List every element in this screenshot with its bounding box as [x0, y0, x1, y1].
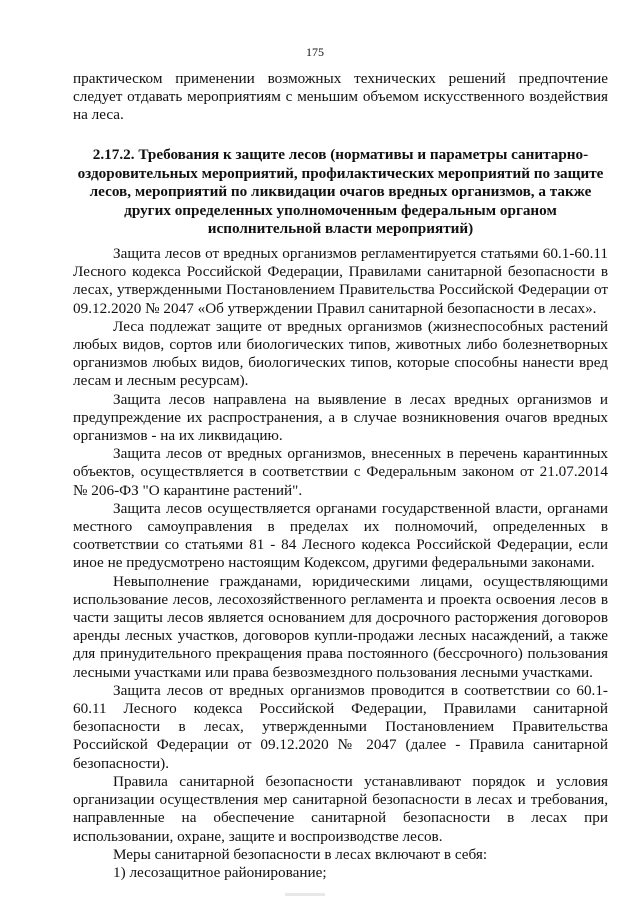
paragraph: Защита лесов от вредных организмов, внесенных в перечень карантинных объектов, осуществляется в соответствии с Федеральным законом от 21.07.2014 № 206-ФЗ "О карантине растений". — [73, 445, 608, 499]
paragraph: Леса подлежат защите от вредных организмов (жизнеспособных растений любых видов, сортов или биологических типов, животных либо болезнетворных организмов любых видов, биологических типов, которые способны нанести вред лесам и лесным ресурсам). — [73, 317, 608, 390]
paragraph: Меры санитарной безопасности в лесах включают в себя: — [113, 845, 488, 863]
intro-text: практическом применении возможных технических решений предпочтение следует отдавать мероприятиям с меньшим объемом искусственного воздействия на леса. — [73, 70, 608, 124]
list-item: 1) лесозащитное районирование; — [113, 863, 327, 881]
body-text — [73, 245, 608, 882]
paragraph: Защита лесов от вредных организмов проводится в соответствии со 60.1-60.11 Лесного кодекса Российской Федерации, Правилами санитарной безопасности в лесах, утвержденными Постановлением Правительства Российской Федерации от 09.12.2020 № 2047 (далее - Правила санитарной безопасности). — [73, 681, 608, 772]
section-heading: 2.17.2. Требования к защите лесов (нормативы и параметры санитарно-оздоровительных мероприятий, профилактических мероприятий по защите лесов, мероприятий по ликвидации очагов вредных организмов, а также других определенных уполномоченным федеральным органом исполнительной власти мероприятий) — [77, 146, 604, 238]
page-number: 175 — [306, 45, 324, 59]
paragraph: Защита лесов осуществляется органами государственной власти, органами местного самоуправления в пределах их полномочий, определенных в соответствии со статьями 81 - 84 Лесного кодекса Российской Федерации, если иное не предусмотрено настоящим Кодексом, другими федеральными законами. — [73, 499, 608, 572]
scan-artifact — [285, 893, 325, 896]
paragraph: Защита лесов от вредных организмов регламентируется статьями 60.1-60.11 Лесного кодекса Российской Федерации, Правилами санитарной безопасности в лесах, утвержденными Постановлением Правительства Российской Федерации от 09.12.2020 № 2047 «Об утверждении Правил санитарной безопасности в лесах». — [73, 245, 608, 317]
paragraph: Невыполнение гражданами, юридическими лицами, осуществляющими использование лесов, лесохозяйственного регламента и проекта освоения лесов в части защиты лесов является основанием для досрочного расторжения договоров аренды лесных участков, договоров купли-продажи лесных насаждений, а также для принудительного прекращения права постоянного (бессрочного) пользования лесными участками или права безвозмездного пользования лесными участками. — [73, 572, 608, 681]
intro-paragraph — [73, 70, 608, 125]
paragraph: Правила санитарной безопасности устанавливают порядок и условия организации осуществления мер санитарной безопасности в лесах и требования, направленные на обеспечение санитарной безопасности в лесах при использовании, охране, защите и воспроизводстве лесов. — [73, 772, 608, 845]
paragraph: Защита лесов направлена на выявление в лесах вредных организмов и предупреждение их распространения, а в случае возникновения очагов вредных организмов - на их ликвидацию. — [73, 390, 608, 445]
